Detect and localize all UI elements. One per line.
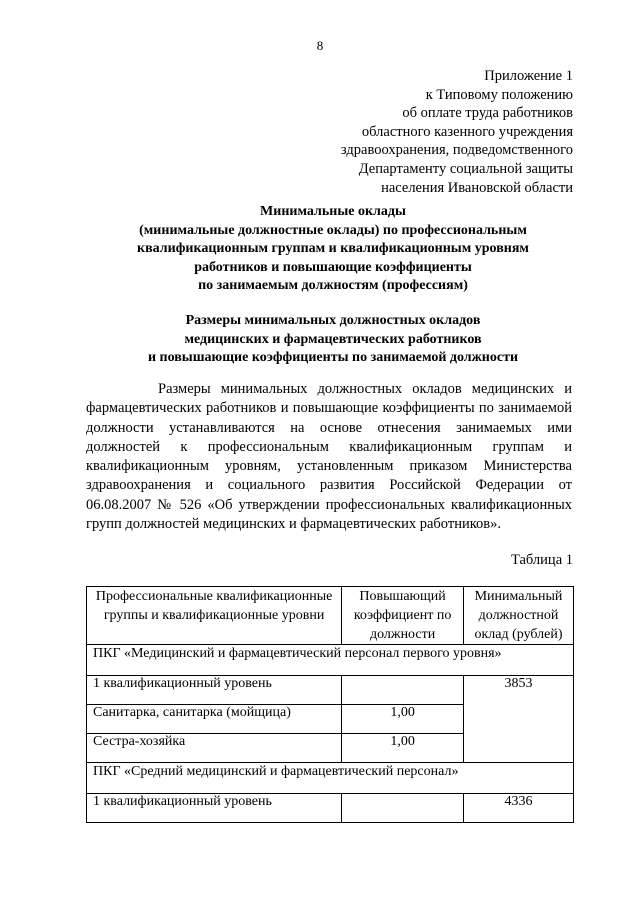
row-coefficient: 1,00 <box>342 734 464 763</box>
table-group-row <box>87 763 574 794</box>
table-row <box>87 676 574 705</box>
row-name: 1 квалификационный уровень <box>87 794 342 823</box>
header-group-level: Профессиональные квалификационные группы и квалификационные уровни <box>87 587 342 645</box>
document-title <box>60 203 606 296</box>
appendix-line: населения Ивановской области <box>381 179 573 196</box>
group-title: ПКГ «Медицинский и фармацевтический персонал первого уровня» <box>87 645 574 676</box>
section-subtitle <box>60 312 606 368</box>
appendix-line: к Типовому положению <box>425 86 573 103</box>
row-salary: 4336 <box>464 794 574 823</box>
header-coefficient: Повышающий коэффициент по должности <box>342 587 464 645</box>
appendix-line: Приложение 1 <box>484 68 573 84</box>
appendix-line: об оплате труда работников <box>402 105 573 122</box>
table-header-row <box>87 587 574 645</box>
group-title: ПКГ «Средний медицинский и фармацевтический персонал» <box>87 763 574 794</box>
subtitle-line: и повышающие коэффициенты по занимаемой должности <box>147 350 519 366</box>
appendix-line: здравоохранения, подведомственного <box>340 142 573 159</box>
title-line: (минимальные должностные оклады) по профессиональным <box>139 222 527 238</box>
row-salary: 3853 <box>464 676 574 763</box>
header-salary: Минимальный должностной оклад (рублей) <box>464 587 574 645</box>
row-name: 1 квалификационный уровень <box>87 676 342 705</box>
row-coefficient: 1,00 <box>342 705 464 734</box>
body-paragraph: Размеры минимальных должностных окладов медицинских и фармацевтических работников и повышающие коэффициенты по занимаемой должности устанавливаются на основе отнесения занимаемых ими должностей к профессиональным квалификационным группам и квалификационным уровням, установленным приказом Министерства здравоохранения и социального развития Российской Федерации от 06.08.2007 № 526 «Об утверждении профессиональных квалификационных групп должностей медицинских и фармацевтических работников». <box>86 381 572 533</box>
subtitle-line: Размеры минимальных должностных окладов <box>185 313 481 328</box>
row-name: Сестра-хозяйка <box>87 734 342 763</box>
row-coefficient <box>342 676 464 705</box>
table-group-row <box>87 645 574 676</box>
salary-table <box>86 586 574 823</box>
title-line: Минимальные оклады <box>260 204 406 219</box>
appendix-line: областного казенного учреждения <box>361 123 573 140</box>
table-label: Таблица 1 <box>510 552 573 568</box>
page-number: 8 <box>316 38 324 53</box>
row-coefficient <box>342 794 464 823</box>
title-line: квалификационным группам и квалификационным уровням <box>137 241 529 257</box>
title-line: работников и повышающие коэффициенты <box>194 259 472 275</box>
table-row <box>87 794 574 823</box>
row-name: Санитарка, санитарка (мойщица) <box>87 705 342 734</box>
appendix-header <box>233 67 573 197</box>
title-line: по занимаемым должностям (профессиям) <box>198 278 468 294</box>
appendix-line: Департаменту социальной защиты <box>358 160 573 177</box>
subtitle-line: медицинских и фармацевтических работников <box>184 331 482 347</box>
